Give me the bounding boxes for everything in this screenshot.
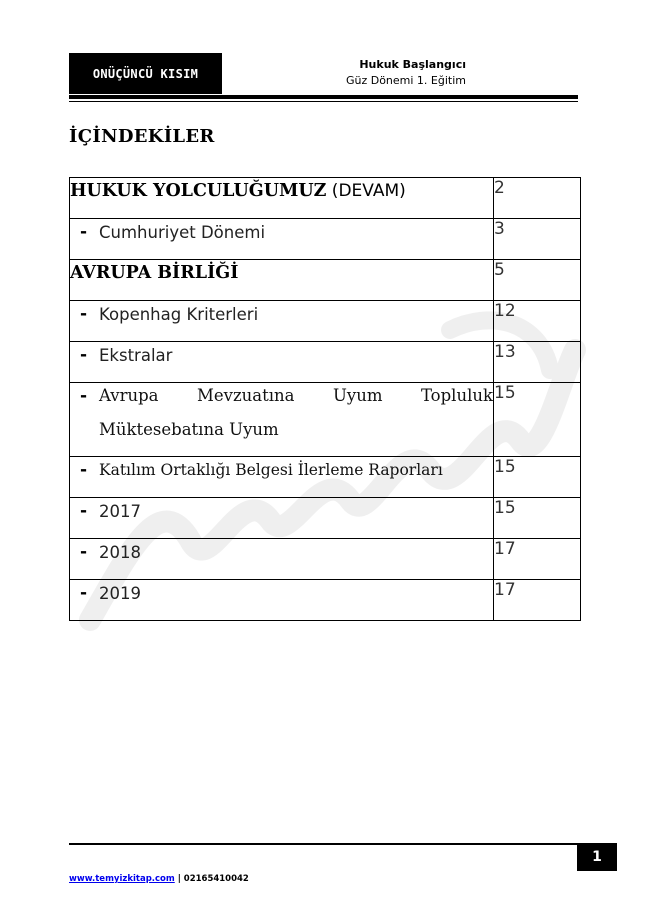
header-rule-thin — [69, 101, 578, 102]
toc-entry-page: 3 — [494, 219, 581, 260]
phone-number: 02165410042 — [183, 874, 249, 884]
book-header — [346, 57, 466, 89]
toc-table — [69, 177, 581, 621]
toc-entry-page: 5 — [494, 260, 581, 301]
toc-row-sub — [70, 301, 581, 342]
toc-row-sub — [70, 342, 581, 383]
toc-entry-title: 2019 — [99, 584, 141, 603]
toc-entry-title: 2018 — [99, 543, 141, 562]
book-subtitle: Güz Dönemi 1. Eğitim — [345, 74, 466, 87]
toc-row-sub — [70, 580, 581, 621]
toc-entry-page: 15 — [494, 498, 581, 539]
toc-entry-page: 17 — [494, 580, 581, 621]
footer-contact — [69, 874, 249, 884]
toc-row-main — [70, 178, 581, 219]
toc-entry-page: 13 — [494, 342, 581, 383]
toc-entry-page: 2 — [494, 178, 581, 219]
toc-entry-page: 12 — [494, 301, 581, 342]
dash-bullet: - — [80, 460, 88, 480]
book-title: Hukuk Başlangıcı — [359, 58, 466, 71]
toc-entry-title: HUKUK YOLCULUĞUMUZ — [70, 181, 327, 201]
section-badge — [69, 53, 222, 94]
toc-row-sub — [70, 498, 581, 539]
website-link[interactable]: www.temyizkitap.com — [69, 874, 175, 884]
toc-row-sub — [70, 383, 581, 457]
dash-bullet: - — [80, 583, 88, 603]
toc-entry-page: 15 — [494, 457, 581, 498]
toc-entry-title: Kopenhag Kriterleri — [99, 305, 259, 324]
toc-entry-title: Ekstralar — [99, 346, 173, 365]
page-number-box — [577, 843, 617, 871]
dash-bullet: - — [80, 501, 88, 521]
toc-entry-page: 17 — [494, 539, 581, 580]
header-rule-thick — [69, 95, 578, 99]
dash-bullet: - — [80, 542, 88, 562]
footer-separator: | — [174, 874, 184, 884]
toc-entry-title-extra: (DEVAM) — [326, 181, 406, 201]
dash-bullet: - — [80, 345, 88, 365]
toc-row-sub — [70, 219, 581, 260]
dash-bullet: - — [80, 304, 88, 324]
toc-row-main — [70, 260, 581, 301]
toc-entry-title: Katılım Ortaklığı Belgesi İlerleme Raporları — [99, 461, 443, 479]
toc-heading: İÇİNDEKİLER — [69, 126, 215, 147]
dash-bullet: - — [80, 386, 88, 406]
toc-entry-title: AVRUPA BİRLİĞİ — [70, 263, 239, 283]
page-number: 1 — [592, 849, 602, 865]
toc-entry-title: 2017 — [99, 502, 141, 521]
section-badge-label: ONÜÇÜNCÜ KISIM — [92, 66, 199, 81]
footer-rule — [69, 843, 578, 845]
toc-entry-page: 15 — [494, 383, 581, 457]
toc-entry-title: Cumhuriyet Dönemi — [99, 223, 266, 242]
dash-bullet: - — [80, 222, 88, 242]
toc-row-sub — [70, 457, 581, 498]
toc-row-sub — [70, 539, 581, 580]
toc-entry-title: Avrupa Mevzuatına Uyum Topluluk Müktesebatına Uyum — [99, 386, 493, 439]
